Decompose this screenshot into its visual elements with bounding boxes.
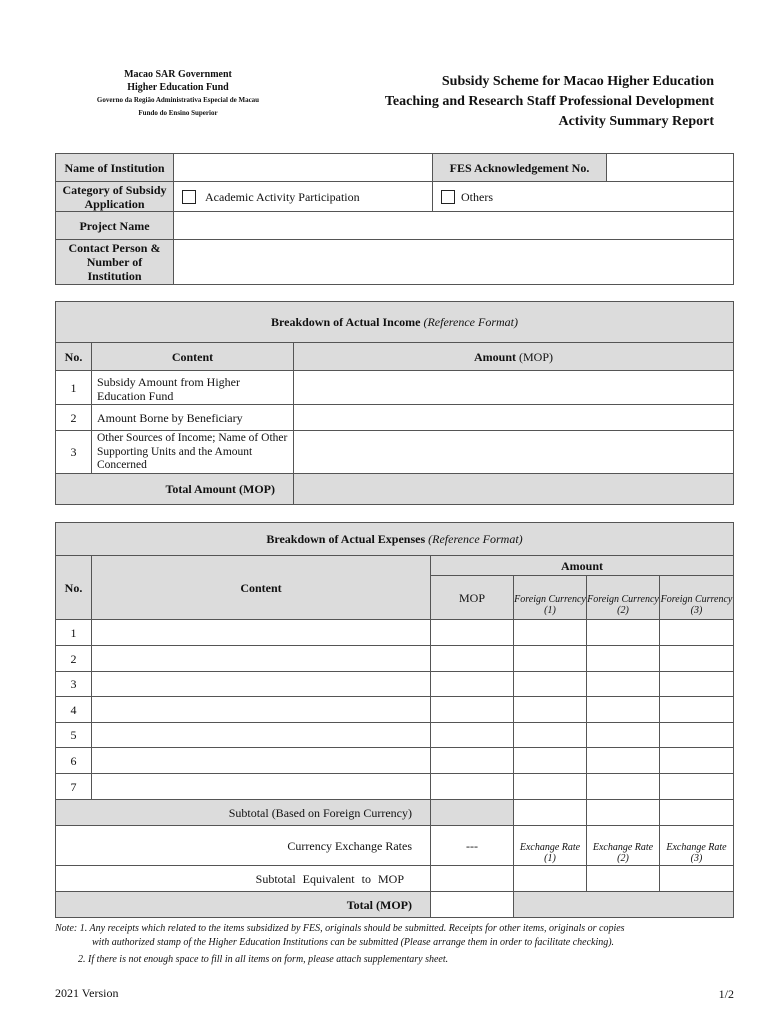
expense-row-mop[interactable] [430, 619, 514, 646]
note-2: 2. If there is not enough space to fill in all items on form, please attach supplementary sheet. [78, 954, 449, 965]
category-label: Category of Subsidy Application [55, 181, 174, 212]
expense-row-mop[interactable] [430, 722, 514, 748]
expense-row-fc1[interactable] [513, 773, 587, 800]
title-line-3: Activity Summary Report [558, 114, 714, 129]
income-total-label: Total Amount (MOP) [55, 473, 294, 505]
income-row-content: Subsidy Amount from Higher Education Fund [91, 370, 294, 405]
expense-row-fc1[interactable] [513, 747, 587, 774]
expenses-title: Breakdown of Actual Expenses [266, 532, 426, 546]
expense-row-no: 1 [55, 619, 92, 646]
expense-row-fc2[interactable] [586, 619, 660, 646]
expense-row-fc3[interactable] [659, 645, 734, 672]
academic-checkbox[interactable] [182, 190, 196, 204]
fund-en: Higher Education Fund [127, 82, 229, 93]
expense-row-content[interactable] [91, 747, 431, 774]
expenses-col-fc3: Foreign Currency (3) [659, 575, 734, 620]
expenses-col-mop: MOP [430, 575, 514, 620]
subtotal-mop-value[interactable] [430, 865, 514, 892]
notes [55, 922, 745, 967]
expense-row-no: 2 [55, 645, 92, 672]
expense-row-content[interactable] [91, 722, 431, 748]
exchange-rate-2[interactable]: Exchange Rate (2) [586, 825, 660, 866]
expenses-title-row [55, 522, 734, 556]
expense-row-fc2[interactable] [586, 773, 660, 800]
expense-row-no: 7 [55, 773, 92, 800]
expense-row-mop[interactable] [430, 696, 514, 723]
institution-label: Name of Institution [55, 153, 174, 182]
expense-row-mop[interactable] [430, 671, 514, 697]
project-field[interactable] [173, 211, 734, 240]
gov-pt: Governo da Região Administrativa Especial de Macau [96, 96, 260, 104]
subtotal-mop-fc1[interactable] [513, 865, 587, 892]
expense-row-content[interactable] [91, 645, 431, 672]
expense-row-content[interactable] [91, 773, 431, 800]
expenses-total-blank [513, 891, 734, 918]
expense-row-no: 4 [55, 696, 92, 723]
expense-row-fc1[interactable] [513, 619, 587, 646]
subtotal-mop-fc2[interactable] [586, 865, 660, 892]
expenses-total-label: Total (MOP) [55, 891, 431, 918]
income-row-content: Other Sources of Income; Name of Other Supporting Units and the Amount Concerned [91, 430, 294, 474]
fund-pt: Fundo do Ensino Superior [138, 109, 218, 117]
expense-row-no: 6 [55, 747, 92, 774]
expense-row-fc3[interactable] [659, 619, 734, 646]
report-title [320, 72, 714, 132]
income-col-amount [293, 342, 734, 371]
institution-field[interactable] [173, 153, 433, 182]
expense-row-fc2[interactable] [586, 671, 660, 697]
page-number: 1/2 [718, 987, 734, 1001]
subtotal-fc3[interactable] [659, 799, 734, 826]
expense-row-fc2[interactable] [586, 722, 660, 748]
academic-option-label: Academic Activity Participation [205, 190, 360, 204]
others-checkbox[interactable] [441, 190, 455, 204]
income-col-content: Content [91, 342, 294, 371]
note-1-line-2: with authorized stamp of the Higher Education Institutions can be submitted (Please arrange them in order to facilitate checking). [92, 937, 615, 948]
expense-row-no: 3 [55, 671, 92, 697]
expense-row-fc2[interactable] [586, 696, 660, 723]
category-option-academic[interactable] [173, 181, 433, 212]
expense-row-fc1[interactable] [513, 671, 587, 697]
subtotal-fc1[interactable] [513, 799, 587, 826]
gov-en: Macao SAR Government [124, 69, 232, 80]
expenses-col-no: No. [55, 555, 92, 620]
version-label: 2021 Version [55, 986, 119, 1000]
subtotal-fc-mop [430, 799, 514, 826]
expense-row-fc2[interactable] [586, 747, 660, 774]
subtotal-fc-label: Subtotal (Based on Foreign Currency) [55, 799, 431, 826]
expenses-col-fc1: Foreign Currency (1) [513, 575, 587, 620]
income-amount-unit: (MOP) [519, 349, 554, 364]
subtotal-fc2[interactable] [586, 799, 660, 826]
expense-row-content[interactable] [91, 671, 431, 697]
issuer-block [60, 68, 296, 121]
income-title-row [55, 301, 734, 343]
subtotal-mop-fc3[interactable] [659, 865, 734, 892]
expense-row-fc1[interactable] [513, 645, 587, 672]
others-option-label: Others [461, 190, 493, 204]
expense-row-fc3[interactable] [659, 773, 734, 800]
fes-ack-field[interactable] [606, 153, 734, 182]
income-row-amount[interactable] [293, 370, 734, 405]
expense-row-fc3[interactable] [659, 747, 734, 774]
expense-row-content[interactable] [91, 696, 431, 723]
income-col-no: No. [55, 342, 92, 371]
expense-row-fc3[interactable] [659, 722, 734, 748]
expenses-title-note: (Reference Format) [428, 532, 523, 546]
expenses-total-value[interactable] [430, 891, 514, 918]
income-total-amount[interactable] [293, 473, 734, 505]
expense-row-fc1[interactable] [513, 722, 587, 748]
exchange-rate-1[interactable]: Exchange Rate (1) [513, 825, 587, 866]
contact-field[interactable] [173, 239, 734, 285]
fes-ack-label: FES Acknowledgement No. [432, 153, 607, 182]
expense-row-mop[interactable] [430, 747, 514, 774]
contact-label: Contact Person & Number of Institution [55, 239, 174, 285]
income-row-no: 2 [55, 404, 92, 431]
expenses-col-fc2: Foreign Currency (2) [586, 575, 660, 620]
subtotal-mop-label: Subtotal Equivalent to MOP [55, 865, 431, 892]
project-label: Project Name [55, 211, 174, 240]
income-row-amount[interactable] [293, 430, 734, 474]
exchange-rate-3[interactable]: Exchange Rate (3) [659, 825, 734, 866]
exchange-rates-label: Currency Exchange Rates [55, 825, 431, 866]
income-row-amount[interactable] [293, 404, 734, 431]
income-amount-label: Amount [473, 349, 516, 364]
income-row-no: 3 [55, 430, 92, 474]
expense-row-fc2[interactable] [586, 645, 660, 672]
title-line-1: Subsidy Scheme for Macao Higher Education [441, 74, 714, 89]
income-row-no: 1 [55, 370, 92, 405]
expense-row-mop[interactable] [430, 645, 514, 672]
expense-row-mop[interactable] [430, 773, 514, 800]
income-title: Breakdown of Actual Income [271, 315, 421, 329]
expense-row-fc1[interactable] [513, 696, 587, 723]
expense-row-no: 5 [55, 722, 92, 748]
expenses-col-content: Content [91, 555, 431, 620]
expense-row-fc3[interactable] [659, 671, 734, 697]
income-title-note: (Reference Format) [423, 315, 518, 329]
category-option-others[interactable] [432, 181, 734, 212]
income-row-content: Amount Borne by Beneficiary [91, 404, 294, 431]
expense-row-fc3[interactable] [659, 696, 734, 723]
expense-row-content[interactable] [91, 619, 431, 646]
exchange-mop: --- [430, 825, 514, 866]
expenses-col-amount: Amount [430, 555, 734, 576]
note-1-line-1: Note: 1. Any receipts which related to the items subsidized by FES, originals should be submitted. Receipts for other items, originals or copies [55, 923, 625, 934]
title-line-2: Teaching and Research Staff Professional Development [384, 94, 714, 109]
